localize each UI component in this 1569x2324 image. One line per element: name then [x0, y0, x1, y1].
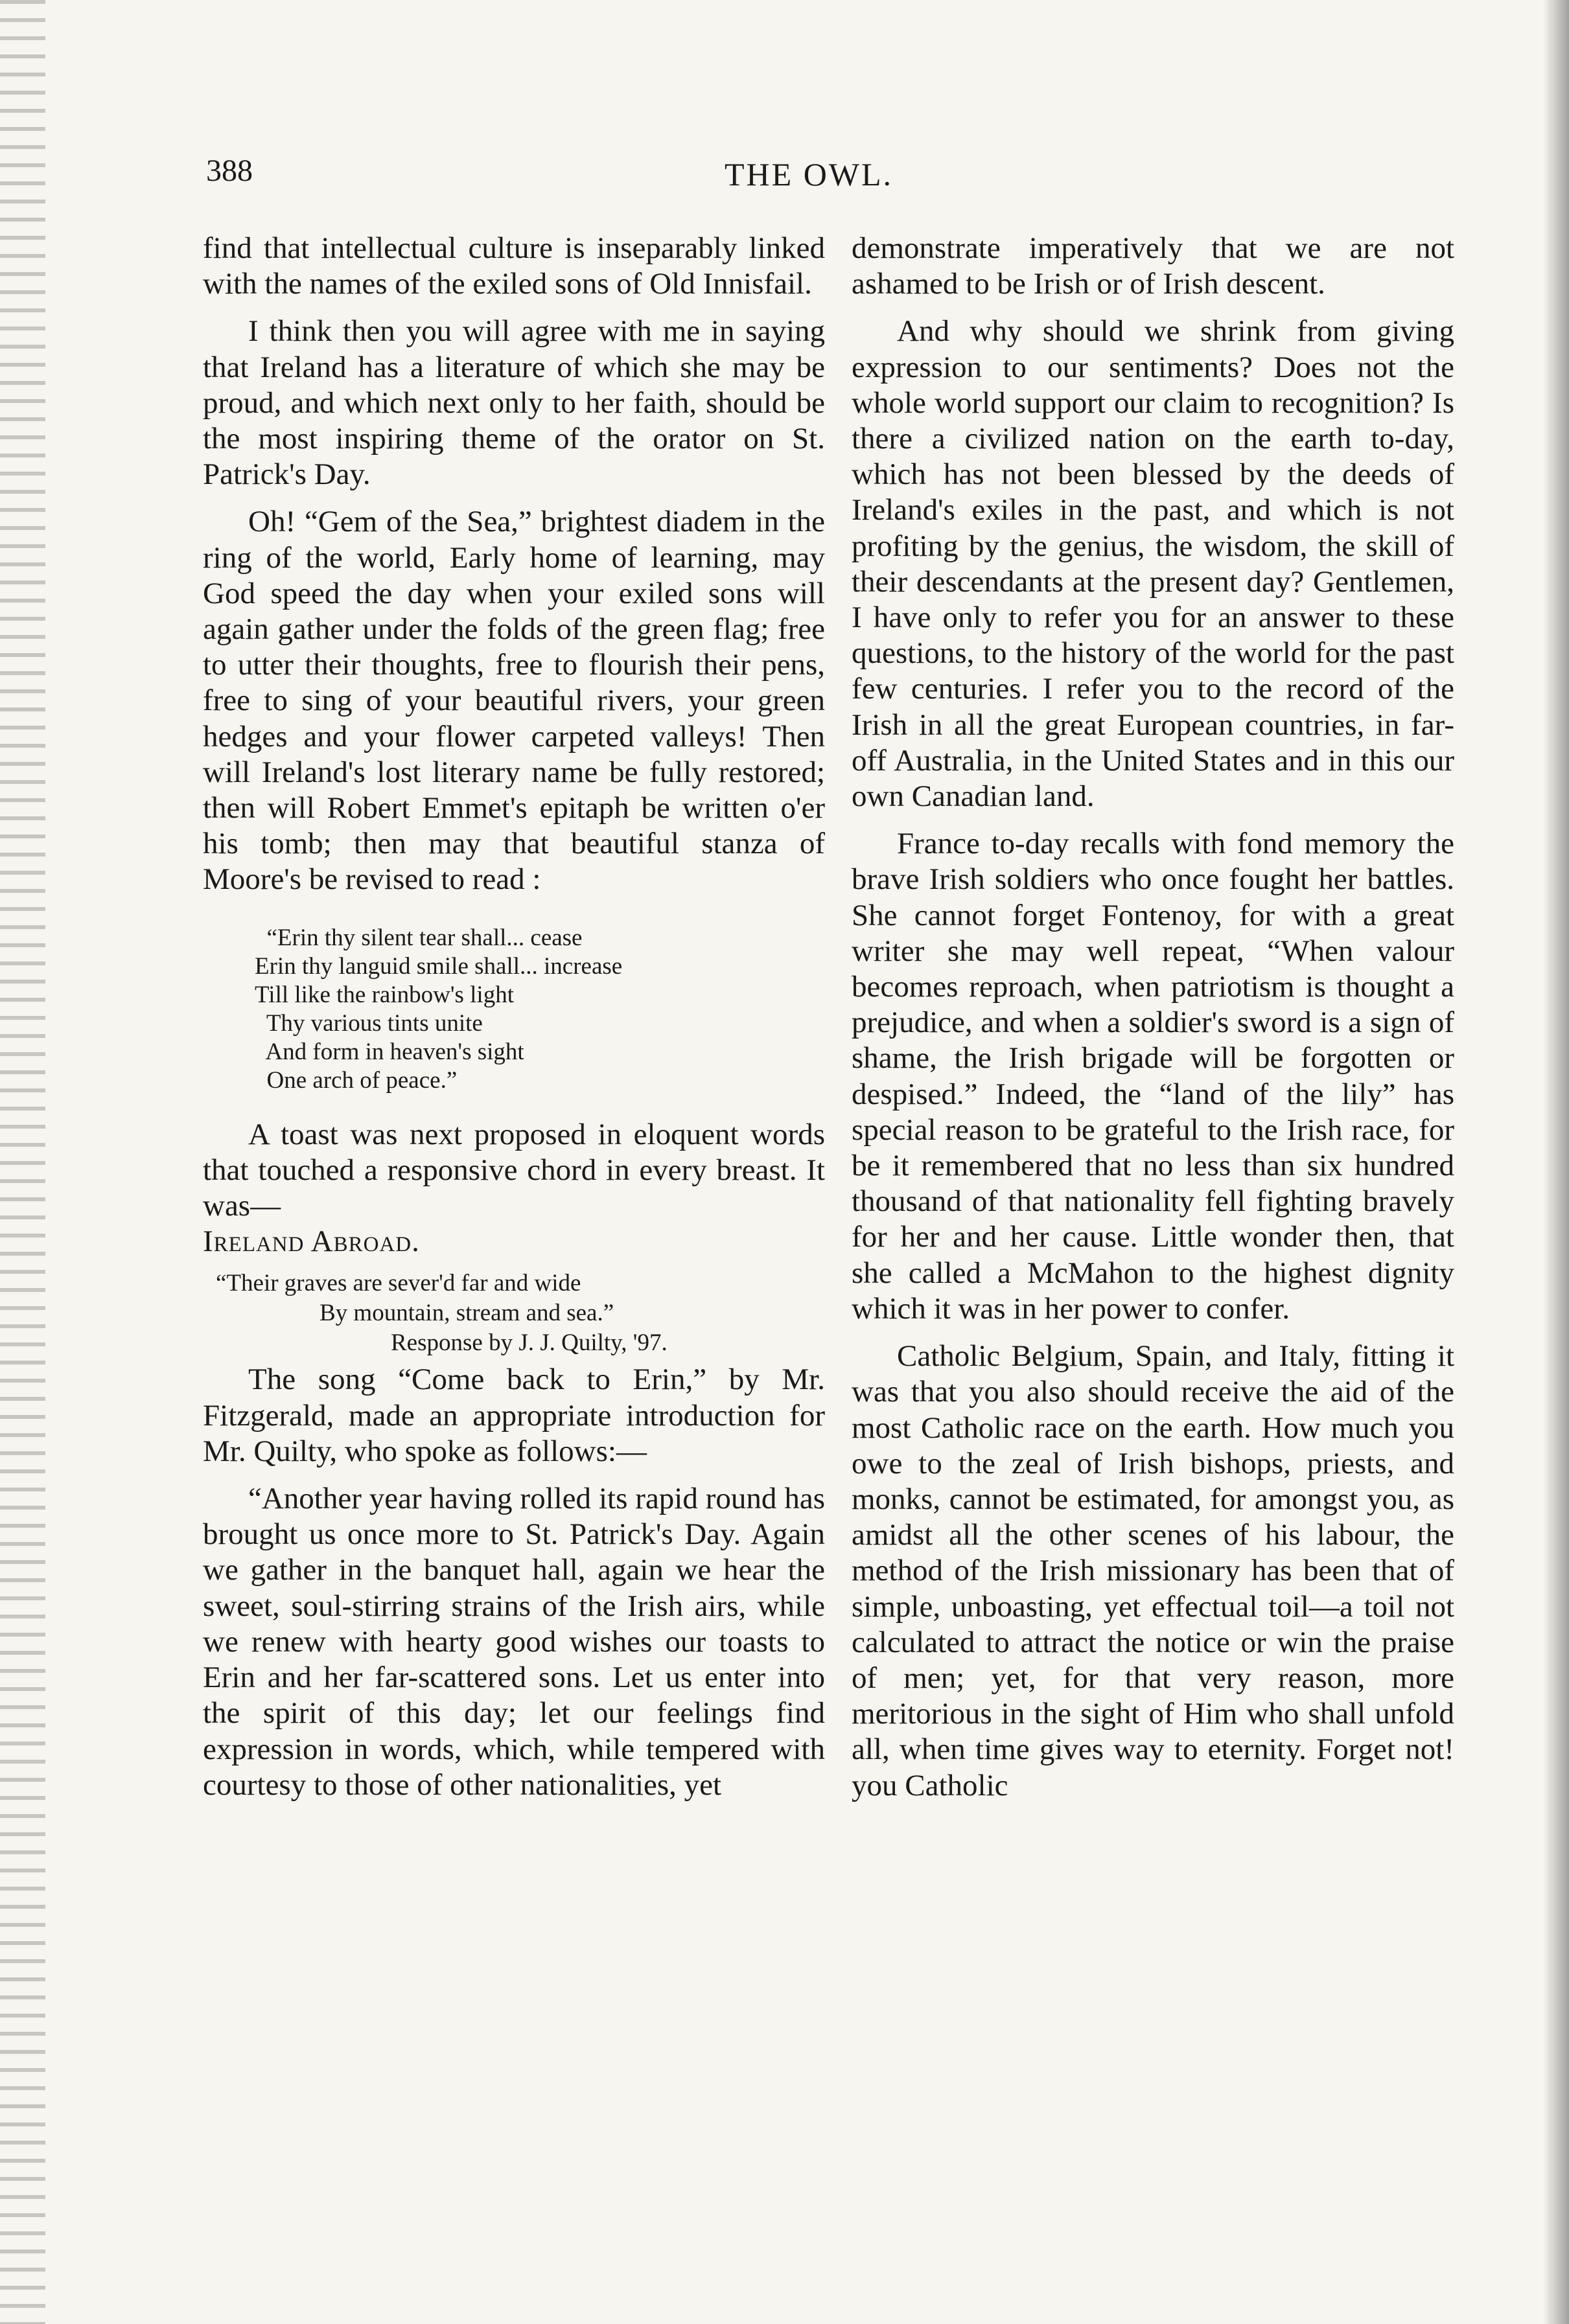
paragraph: “Another year having rolled its rapid round has brought us once more to St. Patrick's Day. Again we gather in the banquet hall, again we hear the sweet, soul-stirring strains of the Irish airs, while we renew with hearty good wishes our toasts to Erin and her far-scattered sons. Let us enter into the spirit of this day; let our feelings find expression in words, which, while tempered with courtesy to those of other nationalities, yet — [203, 1482, 825, 1802]
running-title: THE OWL. — [725, 156, 894, 192]
paragraph: The song “Come back to Erin,” by Mr. Fitzgerald, made an appropriate introduction for Mr. Quilty, who spoke as follows:— — [203, 1363, 825, 1468]
poem-stanza — [255, 924, 825, 1095]
page-header — [206, 153, 1424, 205]
page-shadow-edge — [1543, 0, 1569, 2324]
paragraph: find that intellectual culture is inseparably linked with the names of the exiled sons of Old Innisfail. — [203, 231, 825, 301]
paragraph: Catholic Belgium, Spain, and Italy, fitting it was that you also should receive the aid of the most Catholic race on the earth. How much you owe to the zeal of Irish bishops, priests, and monks, cannot be estimated, for amongst you, as amidst all the other scenes of his labour, the method of the Irish missionary has been that of simple, unboasting, yet effectual toil—a toil not calculated to attract the notice or win the praise of men; yet, for that very reason, more meritorious in the sight of Him who shall unfold all, when time gives way to eternity. Forget not! you Catholic — [852, 1339, 1454, 1802]
right-column — [852, 231, 1454, 2174]
poem-line: One arch of peace.” — [255, 1066, 458, 1094]
poem-line: And form in heaven's sight — [255, 1038, 524, 1065]
page-number: 388 — [206, 154, 253, 188]
paragraph: demonstrate imperatively that we are not ashamed to be Irish or of Irish descent. — [852, 231, 1454, 301]
toast-heading: Ireland Abroad. — [203, 1225, 420, 1259]
poem-line: Till like the rainbow's light — [255, 981, 514, 1008]
poem-line: “Erin thy silent tear shall... cease — [255, 924, 583, 951]
paragraph: Oh! “Gem of the Sea,” brightest diadem in the ring of the world, Early home of learning, may God speed the day when your exiled sons will again gather under the folds of the green flag; free to utter their thoughts, free to flourish their pens, free to sing of your beautiful rivers, your green hedges and your flower carpeted valleys! Then will Ireland's lost literary name be fully restored; then will Robert Emmet's epitaph be written o'er his tomb; then may that beautiful stanza of Moore's be revised to read : — [203, 505, 825, 897]
epigraph-line: “Their graves are sever'd far and wide — [216, 1270, 581, 1297]
paragraph: And why should we shrink from giving expression to our sentiments? Does not the whole world support our claim to recognition? Is there a civilized nation on the earth to-day, which has not been blessed by the deeds of Ireland's exiles in the past, and which is not profiting by the genius, the wisdom, the skill of their descendants at the present day? Gentlemen, I have only to refer you for an answer to these questions, to the history of the world for the past few centuries. I refer you to the record of the Irish in all the great European countries, in far-off Australia, in the United States and in this our own Canadian land. — [852, 314, 1454, 814]
paragraph: I think then you will agree with me in saying that Ireland has a literature of which she may be proud, and which next only to her faith, should be the most inspiring theme of the orator on St. Patrick's Day. — [203, 314, 825, 492]
response-attribution: Response by J. J. Quilty, '97. — [391, 1329, 668, 1357]
paragraph: France to-day recalls with fond memory the brave Irish soldiers who once fought her battles. She cannot forget Fontenoy, for with a great writer she may well repeat, “When valour becomes reproach, when patriotism is thought a prejudice, and when a soldier's sword is a sign of shame, the Irish brigade will be forgotten or despised.” Indeed, the “land of the lily” has special reason to be grateful to the Irish race, for be it remembered that no less than six hundred thousand of that nationality fell fighting bravely for her and her cause. Little wonder then, that she called a McMahon to the highest dignity which it was in her power to confer. — [852, 827, 1454, 1326]
poem-line: Thy various tints unite — [255, 1009, 483, 1037]
poem-line: Erin thy languid smile shall... increase — [255, 952, 623, 980]
epigraph — [203, 1269, 825, 1358]
epigraph-line: By mountain, stream and sea.” — [320, 1300, 614, 1327]
page-binding-edge — [0, 0, 45, 2324]
paragraph: A toast was next proposed in eloquent words that touched a responsive chord in every breast. It was— — [203, 1117, 825, 1223]
left-column — [203, 231, 825, 2174]
